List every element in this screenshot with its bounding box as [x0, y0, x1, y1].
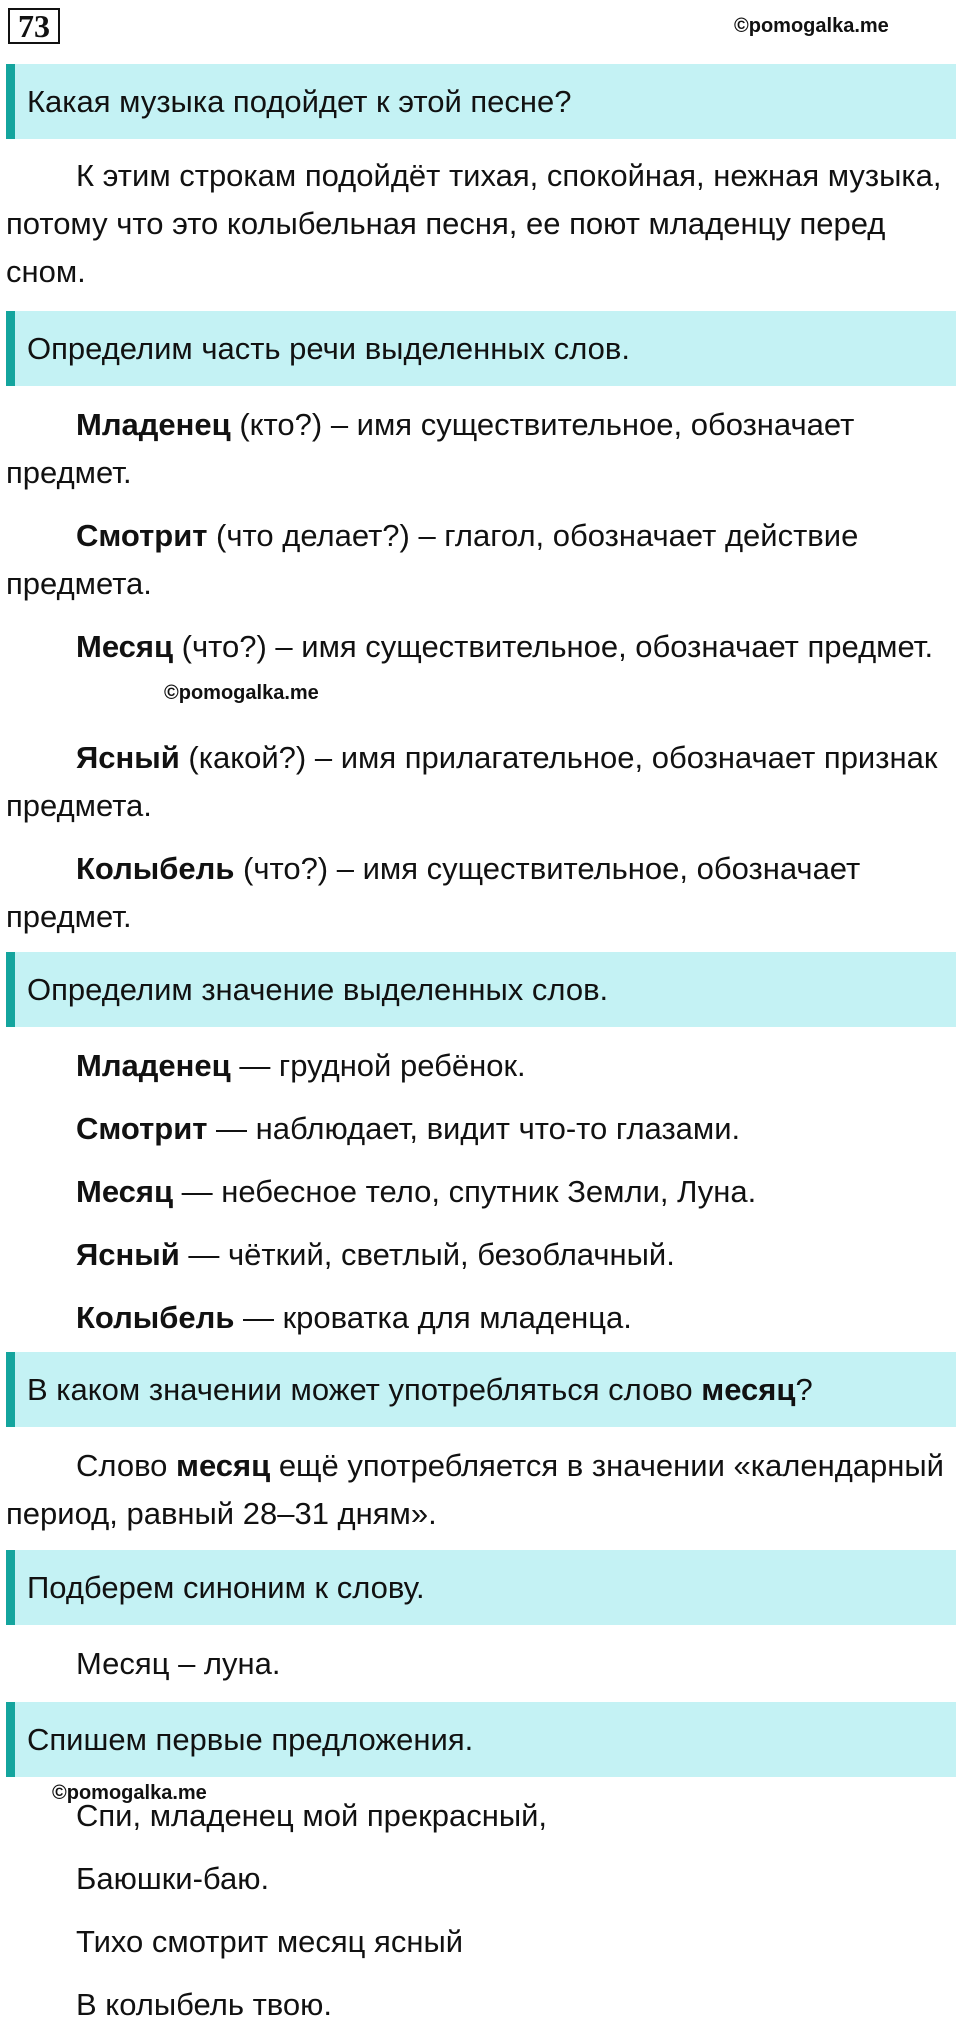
question-banner-usage	[6, 1352, 956, 1427]
pos-desc: (что делает?) – глагол, обозначает действие предмета.	[6, 518, 859, 601]
meaning-item	[76, 1294, 632, 1342]
meaning-desc: — наблюдает, видит что-то глазами.	[207, 1111, 741, 1146]
pos-desc: (что?) – имя существительное, обозначает предмет.	[6, 851, 861, 934]
pos-item	[6, 623, 950, 671]
question-banner-music: Какая музыка подойдет к этой песне?	[6, 64, 956, 139]
pos-desc: (какой?) – имя прилагательное, обозначает признак предмета.	[6, 740, 938, 823]
meaning-word: Ясный	[76, 1237, 180, 1272]
question-banner-synonym: Подберем синоним к слову.	[6, 1550, 956, 1625]
pos-desc: (кто?) – имя существительное, обозначает предмет.	[6, 407, 855, 490]
pos-word: Младенец	[76, 407, 231, 442]
poem-line: Тихо смотрит месяц ясный	[76, 1924, 464, 1959]
pos-item	[6, 512, 950, 608]
question-banner-part-of-speech: Определим часть речи выделенных слов.	[6, 311, 956, 386]
pos-word: Колыбель	[76, 851, 235, 886]
pos-item	[6, 734, 950, 830]
meaning-desc: — кроватка для младенца.	[234, 1300, 632, 1335]
poem-line: Спи, младенец мой прекрасный,	[76, 1798, 548, 1833]
meaning-item	[76, 1168, 756, 1216]
pos-item	[6, 401, 950, 497]
meaning-desc: — чёткий, светлый, безоблачный.	[179, 1237, 675, 1272]
meaning-item	[76, 1042, 526, 1090]
usage-question-end: ?	[795, 1372, 813, 1407]
pos-item	[6, 845, 950, 941]
poem-line: В колыбель твою.	[76, 1987, 333, 2022]
answer-synonym: Месяц – луна.	[76, 1646, 281, 1681]
pos-word: Смотрит	[76, 518, 208, 553]
watermark-top: ©pomogalka.me	[734, 15, 889, 37]
meaning-item	[76, 1231, 675, 1279]
usage-answer-start: Слово	[76, 1448, 177, 1483]
meaning-word: Колыбель	[76, 1300, 235, 1335]
task-number: 73	[8, 8, 60, 44]
answer-music: К этим строкам подойдёт тихая, спокойная, нежная музыка, потому что это колыбельная песня, ее поют младенцу перед сном.	[6, 158, 942, 289]
meaning-word: Месяц	[76, 1174, 174, 1209]
watermark-lower: ©pomogalka.me	[52, 1782, 207, 1804]
usage-question-start: В каком значении может употребляться слово	[27, 1372, 702, 1407]
usage-answer-word: месяц	[176, 1448, 271, 1483]
meaning-desc: — небесное тело, спутник Земли, Луна.	[173, 1174, 757, 1209]
question-banner-meaning: Определим значение выделенных слов.	[6, 952, 956, 1027]
meaning-desc: — грудной ребёнок.	[230, 1048, 526, 1083]
pos-word: Ясный	[76, 740, 180, 775]
pos-word: Месяц	[76, 629, 174, 664]
usage-question-word: месяц	[701, 1372, 796, 1407]
answer-usage	[6, 1442, 950, 1538]
watermark-middle: ©pomogalka.me	[164, 682, 319, 704]
usage-answer-end: ещё употребляется в значении «календарный период, равный 28–31 дням».	[6, 1448, 944, 1531]
poem-line: Баюшки-баю.	[76, 1861, 270, 1896]
question-banner-copy: Спишем первые предложения.	[6, 1702, 956, 1777]
meaning-item	[76, 1105, 740, 1153]
meaning-word: Младенец	[76, 1048, 231, 1083]
pos-desc: (что?) – имя существительное, обозначает предмет.	[173, 629, 934, 664]
meaning-word: Смотрит	[76, 1111, 208, 1146]
